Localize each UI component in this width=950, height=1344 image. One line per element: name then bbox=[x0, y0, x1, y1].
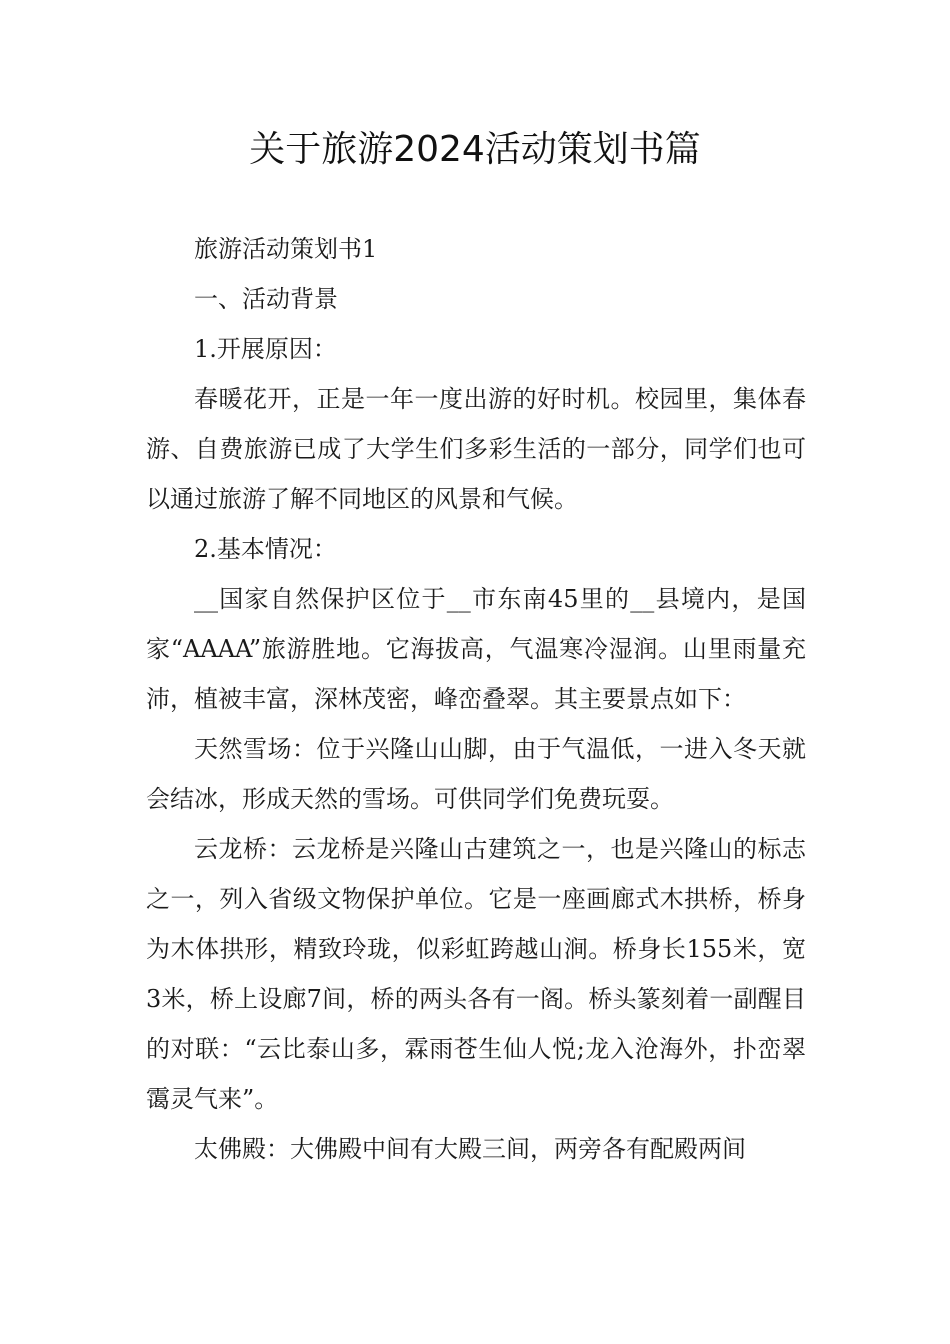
paragraph-basic-text: __国家自然保护区位于__市东南45里的__县境内，是国家“AAAA”旅游胜地。它海拔高，气温寒冷湿润。山里雨量充沛，植被丰富，深林茂密，峰峦叠翠。其主要景点如下： bbox=[146, 585, 806, 713]
document-title: 关于旅游2024活动策划书篇 bbox=[249, 129, 701, 170]
paragraph-reason-heading: 1.开展原因： bbox=[194, 335, 337, 363]
paragraph-reason-text: 春暖花开，正是一年一度出游的好时机。校园里，集体春游、自费旅游已成了大学生们多彩生活的一部分，同学们也可以通过旅游了解不同地区的风景和气候。 bbox=[146, 385, 806, 513]
document-body bbox=[146, 224, 806, 1174]
paragraph-yunlong-bridge: 云龙桥：云龙桥是兴隆山古建筑之一，也是兴隆山的标志之一，列入省级文物保护单位。它是一座画廊式木拱桥，桥身为木体拱形，精致玲珑，似彩虹跨越山涧。桥身长155米，宽3米，桥上设廊7间，桥的两头各有一阁。桥头篆刻着一副醒目的对联：“云比泰山多，霖雨苍生仙人悦;龙入沧海外，扑峦翠霭灵气来”。 bbox=[146, 835, 806, 1113]
paragraph-section-background: 一、活动背景 bbox=[194, 285, 338, 313]
paragraph-plan-heading: 旅游活动策划书1 bbox=[194, 235, 378, 263]
paragraph-snowfield: 天然雪场：位于兴隆山山脚，由于气温低，一进入冬天就会结冰，形成天然的雪场。可供同学们免费玩耍。 bbox=[146, 735, 806, 813]
paragraph-buddha-hall: 太佛殿：大佛殿中间有大殿三间，两旁各有配殿两间 bbox=[194, 1135, 746, 1163]
paragraph-basic-heading: 2.基本情况： bbox=[194, 535, 337, 563]
